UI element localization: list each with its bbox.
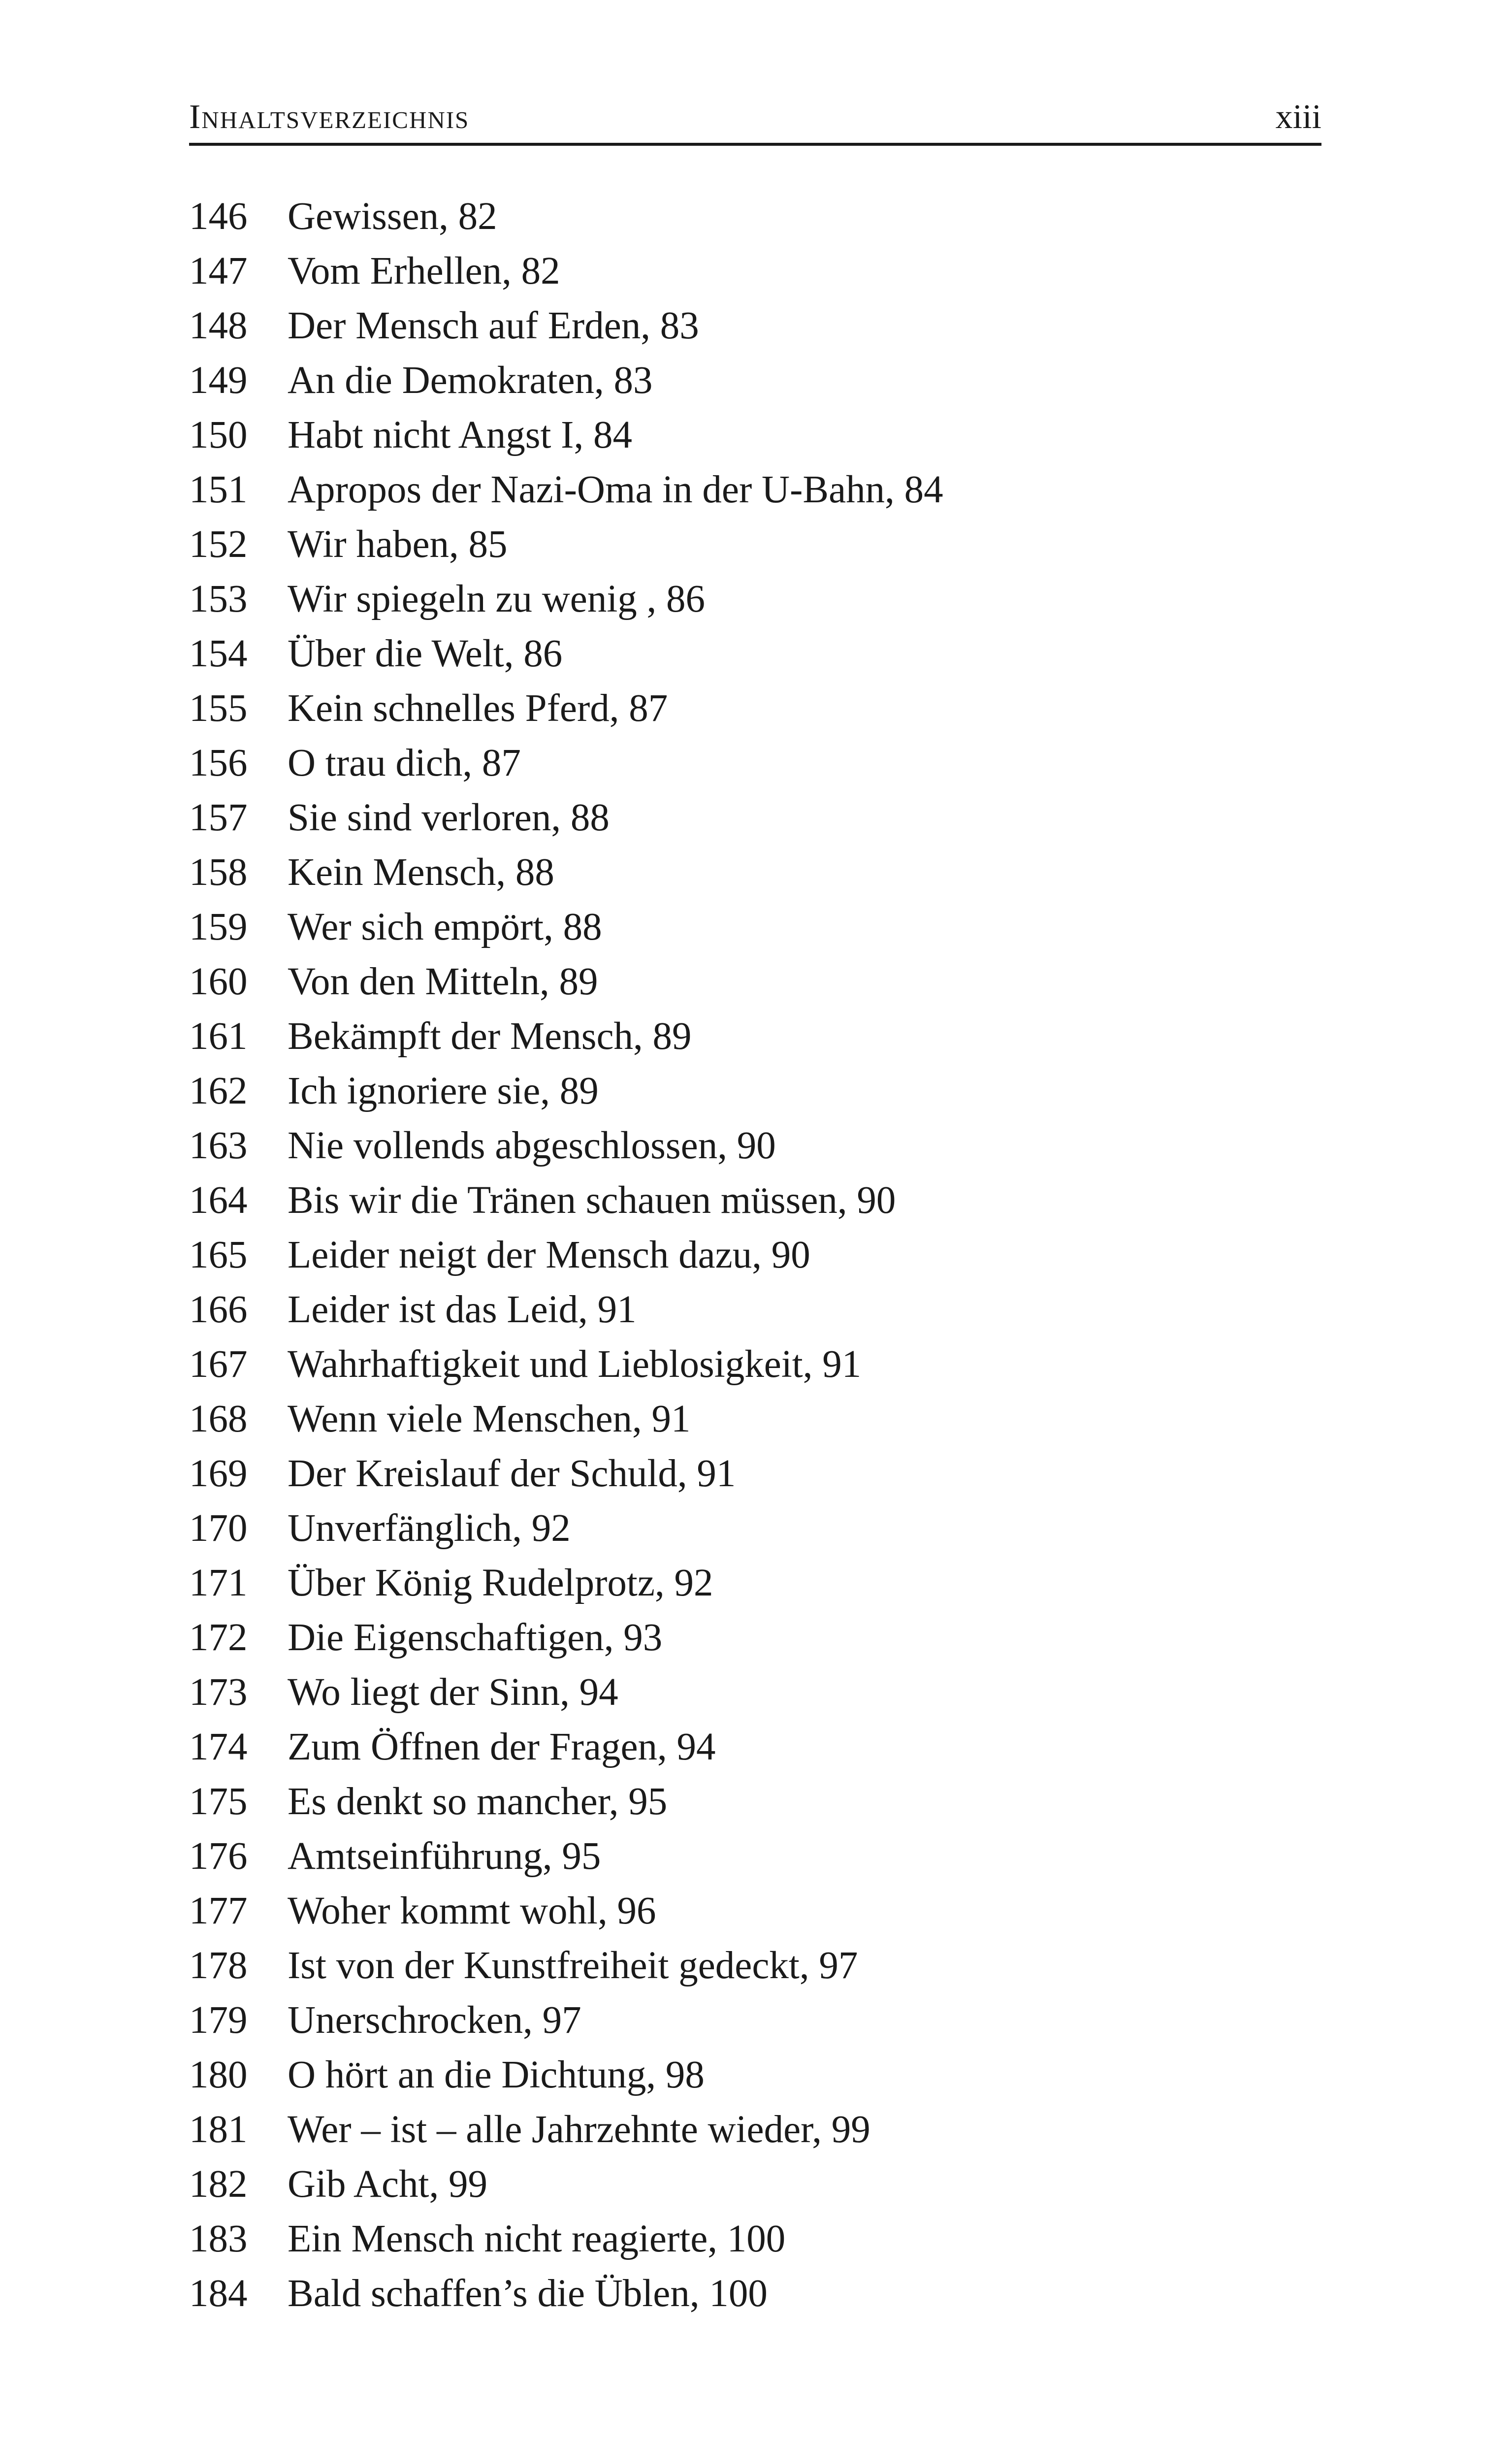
toc-entry-number: 170 bbox=[189, 1507, 248, 1550]
toc-entry-title: Wer sich empört, 88 bbox=[288, 906, 602, 948]
toc-entry bbox=[189, 356, 1321, 411]
toc-entry-title: Über König Rudelprotz, 92 bbox=[288, 1562, 713, 1604]
toc-entry bbox=[189, 1887, 1321, 1941]
toc-entry-number: 153 bbox=[189, 578, 248, 620]
toc-entry-number: 180 bbox=[189, 2053, 248, 2096]
toc-entry bbox=[189, 1504, 1321, 1559]
toc-entry-number: 167 bbox=[189, 1343, 248, 1386]
toc-entry-number: 175 bbox=[189, 1780, 248, 1823]
toc-entry bbox=[189, 1176, 1321, 1231]
toc-entry bbox=[189, 1012, 1321, 1067]
toc-entry-number: 176 bbox=[189, 1835, 248, 1878]
toc-entry-number: 149 bbox=[189, 359, 248, 402]
toc-entry-title: Vom Erhellen, 82 bbox=[288, 250, 560, 293]
toc-entry-number: 156 bbox=[189, 742, 248, 784]
toc-entry bbox=[189, 1231, 1321, 1285]
toc-entry-number: 163 bbox=[189, 1124, 248, 1167]
toc-entry-number: 171 bbox=[189, 1562, 248, 1604]
toc-entry-number: 181 bbox=[189, 2108, 248, 2151]
toc-entry-title: Wir haben, 85 bbox=[288, 523, 508, 566]
toc-entry-number: 146 bbox=[189, 195, 248, 238]
toc-entry bbox=[189, 1559, 1321, 1613]
toc-entry bbox=[189, 247, 1321, 301]
toc-entry-number: 182 bbox=[189, 2163, 248, 2206]
toc-entry-title: Ist von der Kunstfreiheit gedeckt, 97 bbox=[288, 1944, 858, 1987]
toc-entry-title: Zum Öffnen der Fragen, 94 bbox=[288, 1726, 716, 1768]
toc-entry-title: Sie sind verloren, 88 bbox=[288, 796, 610, 839]
running-head bbox=[189, 93, 1321, 142]
toc-entry-title: Unerschrocken, 97 bbox=[288, 1999, 581, 2042]
toc-entry-number: 173 bbox=[189, 1671, 248, 1714]
toc-entry-title: Der Kreislauf der Schuld, 91 bbox=[288, 1452, 736, 1495]
toc-entry-title: Wenn viele Menschen, 91 bbox=[288, 1398, 691, 1440]
toc-entry-title: Der Mensch auf Erden, 83 bbox=[288, 304, 699, 347]
toc-entry-title: Unverfänglich, 92 bbox=[288, 1507, 571, 1550]
toc-entry bbox=[189, 1285, 1321, 1340]
toc-entry bbox=[189, 2105, 1321, 2160]
toc-entry bbox=[189, 1395, 1321, 1449]
toc-entry bbox=[189, 575, 1321, 629]
toc-entry-title: O hört an die Dichtung, 98 bbox=[288, 2053, 705, 2096]
toc-entry-number: 158 bbox=[189, 851, 248, 894]
toc-entry-title: Wo liegt der Sinn, 94 bbox=[288, 1671, 618, 1714]
toc-entry-title: Wer – ist – alle Jahrzehnte wieder, 99 bbox=[288, 2108, 870, 2151]
toc-entry-number: 155 bbox=[189, 687, 248, 730]
toc-entry bbox=[189, 1613, 1321, 1668]
toc-entry-number: 147 bbox=[189, 250, 248, 293]
toc-entry-number: 162 bbox=[189, 1070, 248, 1112]
toc-entry bbox=[189, 192, 1321, 247]
toc-entry bbox=[189, 2051, 1321, 2105]
toc-entry bbox=[189, 1777, 1321, 1832]
toc-entry bbox=[189, 2160, 1321, 2215]
toc-entry-number: 151 bbox=[189, 468, 248, 511]
toc-entry-title: Wir spiegeln zu wenig , 86 bbox=[288, 578, 706, 620]
toc-entry-title: Über die Welt, 86 bbox=[288, 632, 563, 675]
toc-entry bbox=[189, 2269, 1321, 2324]
toc-entry bbox=[189, 1996, 1321, 2051]
toc-entry-title: Von den Mitteln, 89 bbox=[288, 960, 598, 1003]
toc-entry-title: Kein schnelles Pferd, 87 bbox=[288, 687, 668, 730]
toc-entry-number: 148 bbox=[189, 304, 248, 347]
toc-entry bbox=[189, 684, 1321, 739]
toc-entry-number: 164 bbox=[189, 1179, 248, 1222]
toc-entry bbox=[189, 520, 1321, 575]
toc-entry-title: Leider ist das Leid, 91 bbox=[288, 1288, 637, 1331]
toc-entry-number: 154 bbox=[189, 632, 248, 675]
toc-entry bbox=[189, 1668, 1321, 1723]
toc-entry-number: 161 bbox=[189, 1015, 248, 1058]
toc-entry bbox=[189, 1067, 1321, 1121]
toc-entry bbox=[189, 1723, 1321, 1777]
toc-entry bbox=[189, 793, 1321, 848]
toc-entry-title: Amtseinführung, 95 bbox=[288, 1835, 601, 1878]
toc-entry bbox=[189, 903, 1321, 957]
toc-entry-title: Es denkt so mancher, 95 bbox=[288, 1780, 668, 1823]
toc-entry-title: Bis wir die Tränen schauen müssen, 90 bbox=[288, 1179, 896, 1222]
toc-entry-title: Gib Acht, 99 bbox=[288, 2163, 487, 2206]
toc-entry-number: 169 bbox=[189, 1452, 248, 1495]
toc-entry bbox=[189, 411, 1321, 465]
toc-entry-title: Ich ignoriere sie, 89 bbox=[288, 1070, 599, 1112]
toc-entry-number: 177 bbox=[189, 1889, 248, 1932]
toc-entry-title: Leider neigt der Mensch dazu, 90 bbox=[288, 1234, 810, 1276]
table-of-contents bbox=[189, 192, 1321, 2324]
toc-entry-number: 152 bbox=[189, 523, 248, 566]
toc-entry bbox=[189, 957, 1321, 1012]
toc-entry bbox=[189, 1340, 1321, 1395]
toc-entry bbox=[189, 465, 1321, 520]
toc-entry-number: 165 bbox=[189, 1234, 248, 1276]
page-number: xiii bbox=[1275, 98, 1321, 136]
toc-entry-number: 168 bbox=[189, 1398, 248, 1440]
toc-entry-title: Die Eigenschaftigen, 93 bbox=[288, 1616, 663, 1659]
toc-entry-number: 159 bbox=[189, 906, 248, 948]
toc-entry-title: Apropos der Nazi-Oma in der U-Bahn, 84 bbox=[288, 468, 943, 511]
toc-entry-number: 157 bbox=[189, 796, 248, 839]
toc-entry bbox=[189, 2215, 1321, 2269]
toc-entry-title: O trau dich, 87 bbox=[288, 742, 521, 784]
toc-entry-title: Wahrhaftigkeit und Lieblosigkeit, 91 bbox=[288, 1343, 862, 1386]
toc-entry bbox=[189, 739, 1321, 793]
toc-entry-title: Habt nicht Angst I, 84 bbox=[288, 414, 632, 456]
toc-entry-title: Nie vollends abgeschlossen, 90 bbox=[288, 1124, 776, 1167]
toc-entry-title: Kein Mensch, 88 bbox=[288, 851, 554, 894]
toc-entry-number: 160 bbox=[189, 960, 248, 1003]
running-title: Inhaltsverzeichnis bbox=[189, 98, 470, 136]
header-rule bbox=[189, 143, 1321, 146]
toc-entry-number: 183 bbox=[189, 2217, 248, 2260]
toc-entry-title: An die Demokraten, 83 bbox=[288, 359, 653, 402]
toc-entry-title: Ein Mensch nicht reagierte, 100 bbox=[288, 2217, 786, 2260]
toc-entry-number: 172 bbox=[189, 1616, 248, 1659]
toc-entry bbox=[189, 1449, 1321, 1504]
toc-entry-number: 184 bbox=[189, 2272, 248, 2315]
toc-entry-title: Bekämpft der Mensch, 89 bbox=[288, 1015, 692, 1058]
toc-entry bbox=[189, 848, 1321, 903]
toc-entry bbox=[189, 1832, 1321, 1887]
toc-entry-number: 166 bbox=[189, 1288, 248, 1331]
toc-entry-number: 150 bbox=[189, 414, 248, 456]
toc-entry-number: 179 bbox=[189, 1999, 248, 2042]
toc-entry-title: Woher kommt wohl, 96 bbox=[288, 1889, 656, 1932]
toc-entry bbox=[189, 629, 1321, 684]
toc-entry-title: Bald schaffen’s die Üblen, 100 bbox=[288, 2272, 768, 2315]
toc-entry bbox=[189, 1941, 1321, 1996]
toc-entry-number: 178 bbox=[189, 1944, 248, 1987]
toc-entry bbox=[189, 301, 1321, 356]
toc-entry-number: 174 bbox=[189, 1726, 248, 1768]
toc-entry bbox=[189, 1121, 1321, 1176]
toc-entry-title: Gewissen, 82 bbox=[288, 195, 497, 238]
